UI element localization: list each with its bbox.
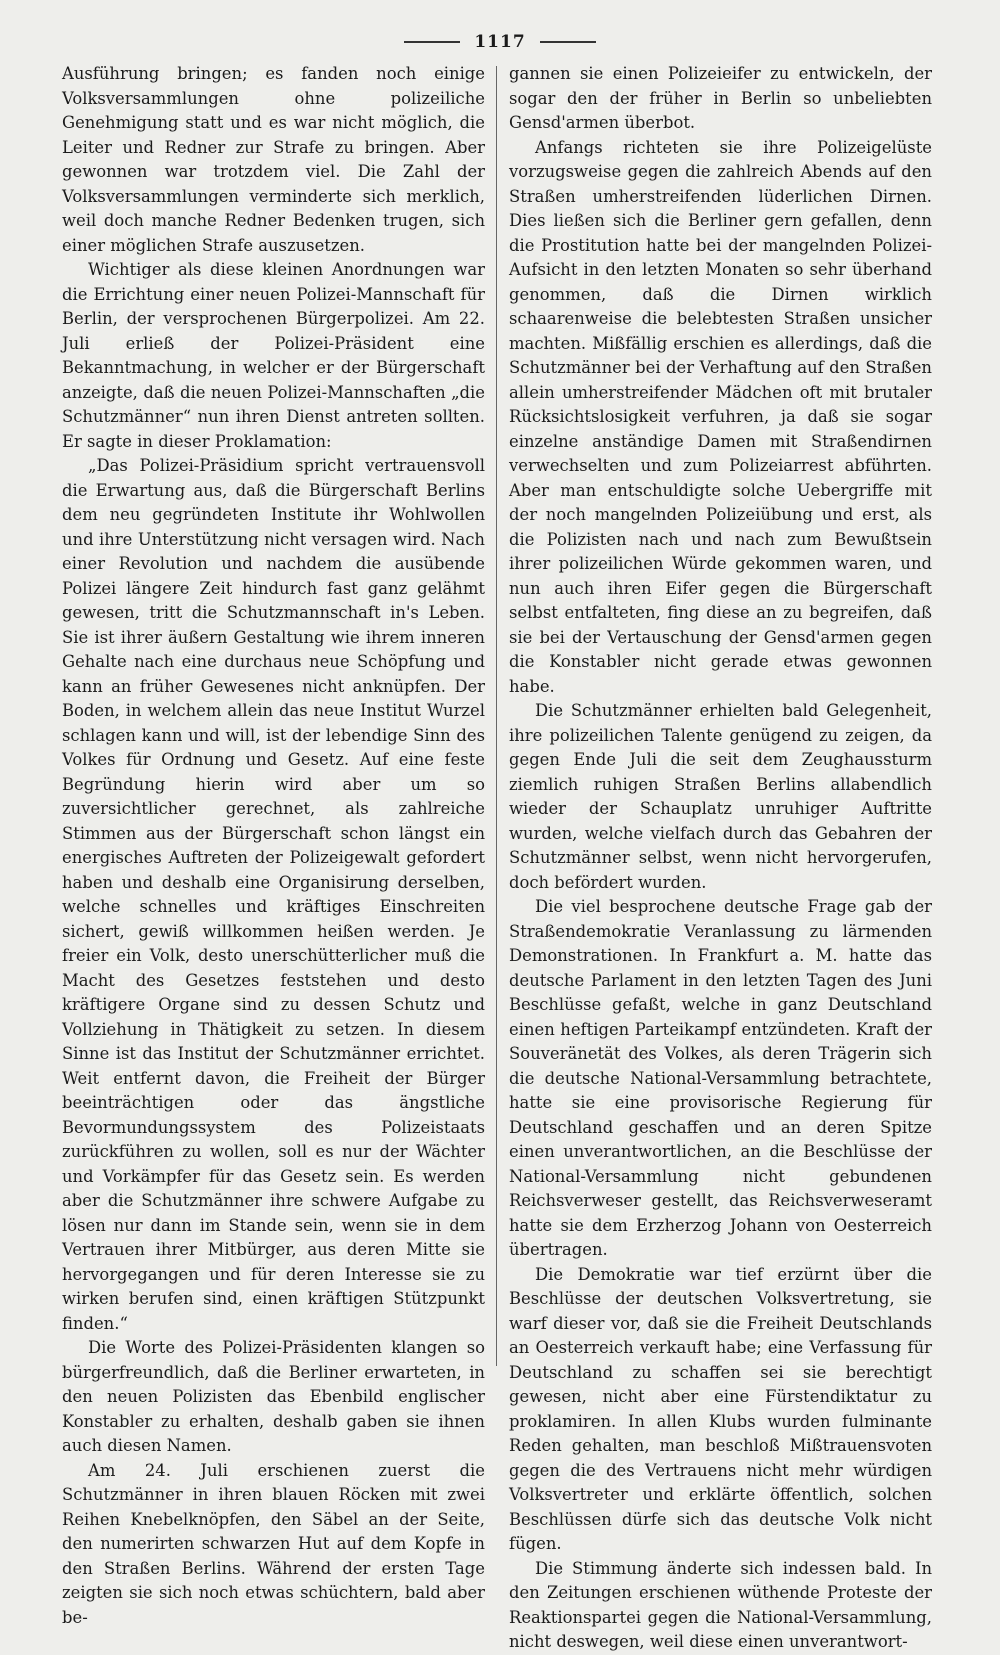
- paragraph: Die Schutzmänner erhielten bald Gelegenheit, ihre polizeilichen Talente genügend zu zeigen, da gegen Ende Juli die seit dem Zeughaussturm ziemlich ruhigen Straßen Berlins allabendlich wieder der Schauplatz unruhiger Auftritte wurden, welche vielfach durch das Gebahren der Schutzmänner selbst, wenn nicht hervorgerufen, doch befördert wurden.: [509, 701, 932, 892]
- header-rule-left: [404, 41, 460, 43]
- header-rule-right: [540, 41, 596, 43]
- column-divider: [496, 66, 497, 1366]
- paragraph: Anfangs richteten sie ihre Polizeigelüste vorzugsweise gegen die zahlreich Abends auf den Straßen umherstreifenden lüderlichen Dirnen. Dies ließen sich die Berliner gern gefallen, denn die Prostitution hatte bei der mangelnden Polizei-Aufsicht in den letzten Monaten so sehr überhand genommen, daß die Dirnen wirklich schaarenweise die belebtesten Straßen unsicher machten. Mißfällig erschien es allerdings, daß die Schutzmänner bei der Verhaftung auf den Straßen allein umherstreifender Mädchen oft mit brutaler Rücksichtslosigkeit verfuhren, ja daß sie sogar einzelne anständige Damen mit Straßendirnen verwechselten und zum Polizeiarrest abführten. Aber man entschuldigte solche Uebergriffe mit der noch mangelnden Polizeiübung und erst, als die Polizisten nach und nach zum Bewußtsein ihrer polizeilichen Würde gekommen waren, und nun auch ihren Eifer gegen die Bürgerschaft selbst entfalteten, fing diese an zu begreifen, daß sie bei der Vertauschung der Gensd'armen gegen die Konstabler nicht gerade etwas gewonnen habe.: [509, 137, 932, 696]
- paragraph: Ausführung bringen; es fanden noch einige Volksversammlungen ohne polizeiliche Genehmigung statt und es war nicht möglich, die Leiter und Redner zur Strafe zu bringen. Aber gewonnen war trotzdem viel. Die Zahl der Volksversammlungen verminderte sich merklich, weil doch manche Redner Bedenken trugen, sich einer möglichen Strafe auszusetzen.: [62, 64, 485, 255]
- page-number: 1117: [474, 32, 526, 52]
- proclamation-quote: „Das Polizei-Präsidium spricht vertrauensvoll die Erwartung aus, daß die Bürgerschaft Berlins dem neu gegründeten Institute ihr Wohlwollen und ihre Unterstützung nicht versagen wird. Nach einer Revolution und nachdem die ausübende Polizei längere Zeit hindurch fast ganz gelähmt gewesen, tritt die Schutzmannschaft in's Leben. Sie ist ihrer äußern Gestaltung wie ihrem inneren Gehalte nach eine durchaus neue Schöpfung und kann an früher Gewesenes nicht anknüpfen. Der Boden, in welchem allein das neue Institut Wurzel schlagen kann und will, ist der lebendige Sinn des Volkes für Ordnung und Gesetz. Auf eine feste Begründung hierin wird aber um so zuversichtlicher gerechnet, als zahlreiche Stimmen aus der Bürgerschaft schon längst ein energisches Auftreten der Polizeigewalt gefordert haben und deshalb eine Organisirung derselben, welche schnelles und kräftiges Einschreiten sichert, gewiß willkommen heißen werden. Je freier ein Volk, desto unerschütterlicher muß die Macht des Gesetzes feststehen und desto kräftigere Organe sind zu dessen Schutz und Vollziehung in Thätigkeit zu setzen. In diesem Sinne ist das Institut der Schutzmänner errichtet. Weit entfernt davon, die Freiheit der Bürger beeinträchtigen oder das ängstliche Bevormundungssystem des Polizeistaats zurückführen zu wollen, soll es nur der Wächter und Vorkämpfer für das Gesetz sein. Es werden aber die Schutzmänner ihre schwere Aufgabe zu lösen nur dann im Stande sein, wenn sie in dem Vertrauen ihrer Mitbürger, aus deren Mitte sie hervorgegangen und für deren Interesse sie zu wirken berufen sind, einen kräftigen Stützpunkt finden.“: [62, 456, 485, 1333]
- paragraph: Die Stimmung änderte sich indessen bald. In den Zeitungen erschienen wüthende Proteste der Reaktionspartei gegen die National-Versammlung, nicht deswegen, weil diese einen unverantwort-: [509, 1558, 932, 1651]
- paragraph: Die viel besprochene deutsche Frage gab der Straßendemokratie Veranlassung zu lärmenden Demonstrationen. In Frankfurt a. M. hatte das deutsche Parlament in den letzten Tagen des Juni Beschlüsse gefaßt, welche in ganz Deutschland einen heftigen Parteikampf entzündeten. Kraft der Souveränetät des Volkes, als deren Trägerin sich die deutsche National-Versammlung betrachtete, hatte sie eine provisorische Regierung für Deutschland geschaffen und an deren Spitze einen unverantwortlichen, an die Beschlüsse der National-Versammlung nicht gebundenen Reichsverweser gestellt, das Reichsverweseramt hatte sie dem Erzherzog Johann von Oesterreich übertragen.: [509, 897, 932, 1259]
- paragraph: Die Worte des Polizei-Präsidenten klangen so bürgerfreundlich, daß die Berliner erwarteten, in den neuen Polizisten das Ebenbild englischer Konstabler zu erhalten, deshalb gaben sie ihnen auch diesen Namen.: [62, 1338, 485, 1455]
- right-column: [509, 62, 932, 1655]
- page-header: [0, 32, 1000, 52]
- paragraph: Am 24. Juli erschienen zuerst die Schutzmänner in ihren blauen Röcken mit zwei Reihen Knebelknöpfen, den Säbel an der Seite, den numerirten schwarzen Hut auf dem Kopfe in den Straßen Berlins. Während der ersten Tage zeigten sie sich noch etwas schüchtern, bald aber be-: [62, 1460, 485, 1627]
- paragraph: gannen sie einen Polizeieifer zu entwickeln, der sogar den der früher in Berlin so unbeliebten Gensd'armen überbot.: [509, 64, 932, 132]
- paragraph: Die Demokratie war tief erzürnt über die Beschlüsse der deutschen Volksvertretung, sie warf dieser vor, daß sie die Freiheit Deutschlands an Oesterreich verkauft habe; eine Verfassung für Deutschland zu schaffen sei sie berechtigt gewesen, nicht aber eine Fürstendiktatur zu proklamiren. In allen Klubs wurden fulminante Reden gehalten, man beschloß Mißtrauensvoten gegen die des Vertrauens nicht mehr würdigen Volksvertreter und erklärte öffentlich, solchen Beschlüssen dürfe sich das deutsche Volk nicht fügen.: [509, 1264, 932, 1553]
- left-column: [62, 62, 485, 1630]
- paragraph: Wichtiger als diese kleinen Anordnungen war die Errichtung einer neuen Polizei-Mannschaft für Berlin, der versprochenen Bürgerpolizei. Am 22. Juli erließ der Polizei-Präsident eine Bekanntmachung, in welcher er der Bürgerschaft anzeigte, daß die neuen Polizei-Mannschaften „die Schutzmänner“ nun ihren Dienst antreten sollten. Er sagte in dieser Proklamation:: [62, 260, 485, 451]
